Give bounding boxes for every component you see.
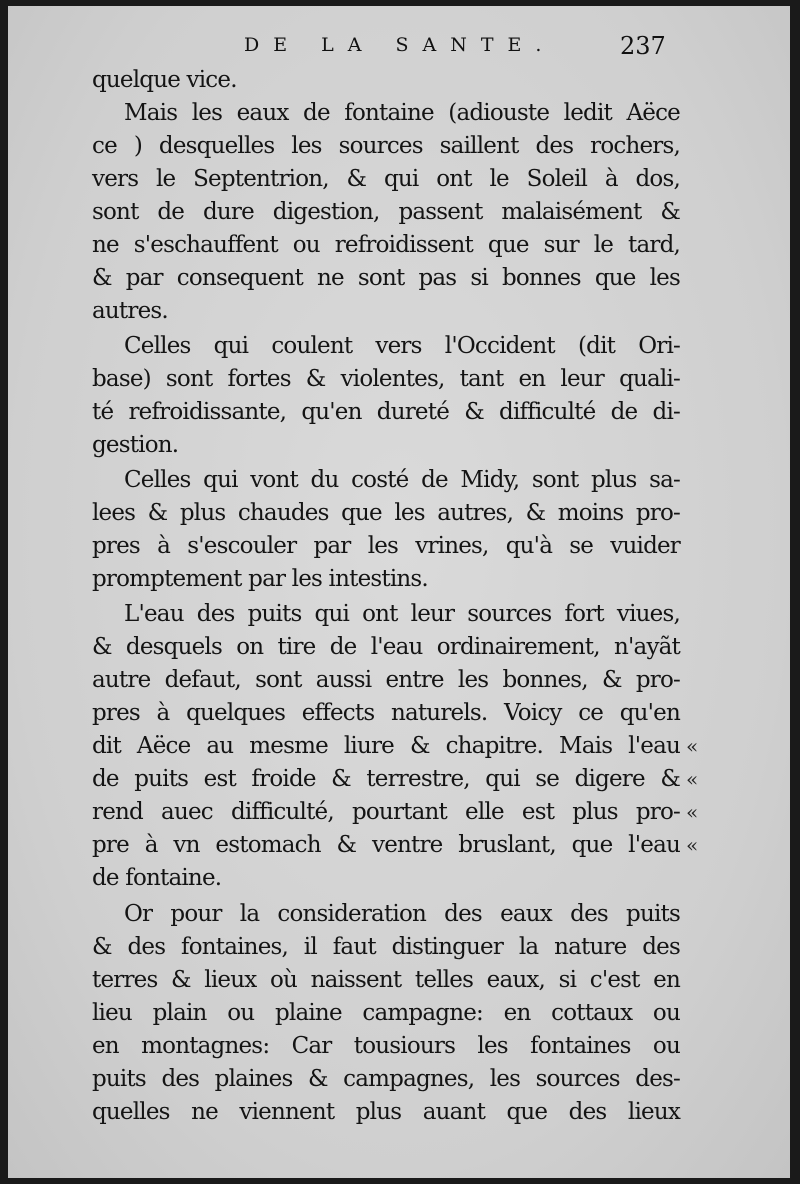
text-line: lees & plus chaudes que les autres, & moins pro-	[92, 500, 680, 526]
marginal-quote-mark: «	[686, 833, 699, 857]
text-line: Celles qui vont du costé de Midy, sont plus sa-	[124, 467, 680, 493]
text-line: ne s'eschauffent ou refroidissent que sur le tard,	[92, 232, 680, 258]
text-line: pre à vn estomach & ventre bruslant, que l'eau	[92, 832, 680, 858]
text-line: base) sont fortes & violentes, tant en leur quali-	[92, 366, 680, 392]
text-line: Celles qui coulent vers l'Occident (dit Ori-	[124, 333, 680, 359]
text-line: terres & lieux où naissent telles eaux, si c'est en	[92, 967, 680, 993]
page-number: 237	[620, 32, 666, 60]
text-line: té refroidissante, qu'en dureté & difficulté de di-	[92, 399, 680, 425]
text-line: promptement par les intestins.	[92, 566, 428, 592]
marginal-quote-mark: «	[686, 767, 699, 791]
text-line: pres à quelques effects naturels. Voicy ce qu'en	[92, 700, 680, 726]
text-line: vers le Septentrion, & qui ont le Soleil à dos,	[92, 166, 680, 192]
text-line: & des fontaines, il faut distinguer la nature des	[92, 934, 680, 960]
text-line: en montagnes: Car tousiours les fontaines ou	[92, 1033, 680, 1059]
text-line: Mais les eaux de fontaine (adiouste ledit Aëce	[124, 100, 680, 126]
text-line: puits des plaines & campagnes, les sources des-	[92, 1066, 680, 1092]
text-line: rend auec difficulté, pourtant elle est plus pro-	[92, 799, 680, 825]
text-line: quelque vice.	[92, 67, 237, 93]
text-line: lieu plain ou plaine campagne: en cottaux ou	[92, 1000, 680, 1026]
text-line: ce ) desquelles les sources saillent des rochers,	[92, 133, 680, 159]
text-line: dit Aëce au mesme liure & chapitre. Mais l'eau	[92, 733, 680, 759]
text-line: autres.	[92, 298, 168, 324]
text-line: Or pour la consideration des eaux des puits	[124, 901, 680, 927]
text-line: & par consequent ne sont pas si bonnes que les	[92, 265, 680, 291]
text-line: & desquels on tire de l'eau ordinairement, n'ayãt	[92, 634, 680, 660]
text-line: de fontaine.	[92, 865, 222, 891]
running-head: DE LA SANTE.	[244, 34, 556, 56]
text-line: autre defaut, sont aussi entre les bonnes, & pro-	[92, 667, 680, 693]
book-page	[8, 6, 790, 1178]
page-header	[8, 32, 790, 62]
marginal-quote-mark: «	[686, 800, 699, 824]
text-line: de puits est froide & terrestre, qui se digere &	[92, 766, 680, 792]
marginal-quote-mark: «	[686, 734, 699, 758]
text-line: quelles ne viennent plus auant que des lieux	[92, 1099, 680, 1125]
text-line: gestion.	[92, 432, 179, 458]
text-line: L'eau des puits qui ont leur sources fort viues,	[124, 601, 680, 627]
text-line: pres à s'escouler par les vrines, qu'à se vuider	[92, 533, 680, 559]
text-line: sont de dure digestion, passent malaisément &	[92, 199, 680, 225]
